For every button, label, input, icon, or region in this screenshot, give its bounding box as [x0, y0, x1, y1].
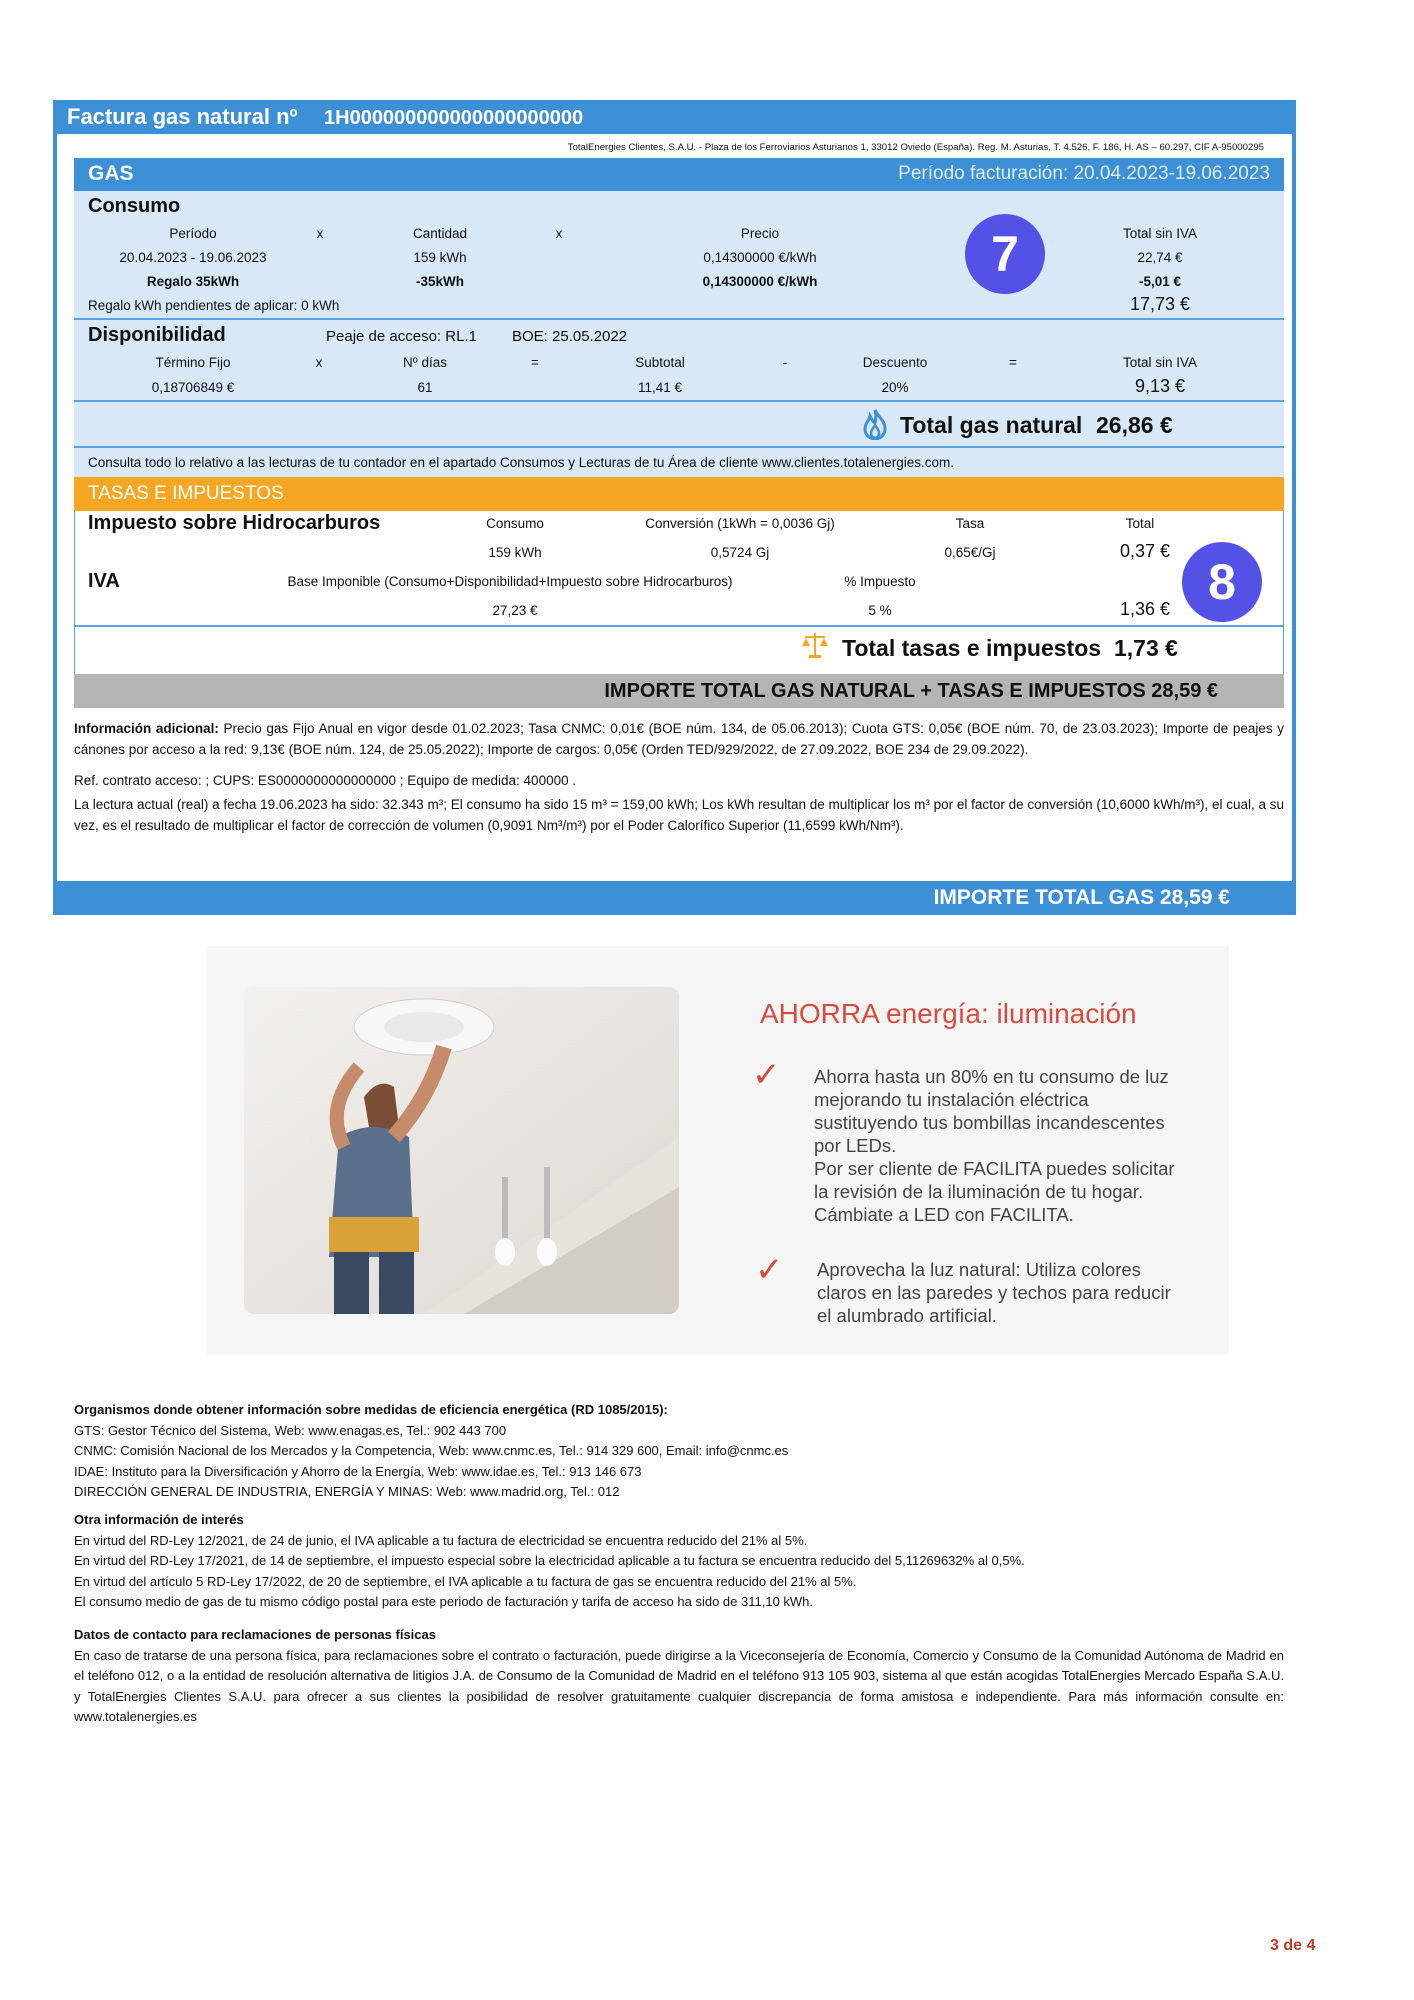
organismo-line: IDAE: Instituto para la Diversificación y Ahorro de la Energía, Web: www.idae.es, Tel.: 913 146 673: [74, 1463, 642, 1479]
importe-total-bar: [74, 674, 1284, 708]
consumo-row2-periodo: Regalo 35kWh: [146, 274, 240, 289]
hidro-total: 0,37 €: [1119, 541, 1170, 561]
tasas-body: [74, 511, 1284, 674]
hidro-col-consumo: Consumo: [486, 516, 544, 531]
promo-line: sustituyendo tus bombillas incandescentes: [814, 1112, 1165, 1133]
consumo-subtotal: 17,73 €: [1129, 294, 1191, 314]
iva-total: 1,36 €: [1119, 599, 1170, 619]
dias-value: 61: [417, 380, 433, 395]
termino-fijo-value: 0,18706849 €: [151, 380, 235, 395]
col-x2: x: [555, 226, 563, 241]
col-eq2: =: [1009, 355, 1017, 370]
iva-base: 27,23 €: [492, 603, 538, 618]
importe-total-line: IMPORTE TOTAL GAS NATURAL + TASAS E IMPUESTOS 28,59 €: [604, 680, 1218, 702]
otra-title: Otra información de interés: [74, 1512, 244, 1527]
peaje-acceso: Peaje de acceso: RL.1: [326, 328, 477, 345]
invoice-title-bar: [53, 100, 1296, 134]
col-descuento: Descuento: [862, 355, 928, 370]
organismos-title: Organismos donde obtener información sobre medidas de eficiencia energética (RD 1085/2015):: [74, 1402, 668, 1417]
contacto-title: Datos de contacto para reclamaciones de personas físicas: [74, 1627, 436, 1642]
consumo-row2-total: -5,01 €: [1138, 274, 1182, 289]
peaje-boe: BOE: 25.05.2022: [512, 328, 628, 345]
col-cantidad: Cantidad: [412, 226, 468, 241]
hidro-col-total: Total: [1125, 516, 1155, 531]
tasas-total-value: 1,73 €: [1114, 635, 1178, 661]
otra-line: El consumo medio de gas de tu mismo código postal para este periodo de facturación y tarifa de acceso ha sido de 311,10 kWh.: [74, 1594, 814, 1609]
iva-pct: 5 %: [868, 603, 892, 618]
promo-photo: [244, 987, 679, 1314]
hidro-title: Impuesto sobre Hidrocarburos: [88, 512, 381, 534]
badge-7: 7: [965, 214, 1045, 294]
promo-line: Aprovecha la luz natural: Utiliza colores: [817, 1259, 1141, 1280]
consumo-row1-cantidad: 159 kWh: [413, 250, 467, 265]
importe-total-gas-bar: [53, 881, 1296, 915]
organismo-line: CNMC: Comisión Nacional de los Mercados y la Competencia, Web: www.cnmc.es, Tel.: 914 329 600, Email: info@cnmc.es: [74, 1443, 789, 1458]
promo-item-1: [814, 1065, 1204, 1226]
disponibilidad-total: 9,13 €: [1134, 376, 1186, 396]
total-gas-value: 26,86 €: [1096, 412, 1173, 438]
otra-line: En virtud del artículo 5 RD-Ley 17/2022, de 20 de septiembre, el IVA aplicable a tu factura de gas se encuentra reducido del 21% al 5%.: [74, 1573, 857, 1589]
promo-item-2: [817, 1258, 1207, 1327]
col-minus: -: [782, 355, 788, 370]
check-icon: ✓: [755, 1251, 784, 1289]
promo-title: AHORRA energía: iluminación: [760, 998, 1137, 1029]
consumo-row2-cantidad: -35kWh: [415, 274, 464, 289]
tasas-title: TASAS E IMPUESTOS: [88, 483, 284, 504]
otra-line: En virtud del RD-Ley 17/2021, de 14 de septiembre, el impuesto especial sobre la electricidad aplicable a tu factura se encuentra reducido del 5,11269632% al 0,5%.: [74, 1553, 1025, 1568]
badge-8: 8: [1182, 542, 1262, 622]
col-subtotal: Subtotal: [635, 355, 685, 370]
promo-line: el alumbrado artificial.: [817, 1305, 997, 1326]
col-termino-fijo: Término Fijo: [155, 355, 231, 370]
promo-line: Cámbiate a LED con FACILITA.: [814, 1204, 1074, 1225]
organismo-line: DIRECCIÓN GENERAL DE INDUSTRIA, ENERGÍA Y MINAS: Web: www.madrid.org, Tel.: 012: [74, 1484, 620, 1499]
consumo-row1-precio: 0,14300000 €/kWh: [703, 250, 817, 265]
col-eq1: =: [531, 355, 539, 370]
billing-period: Período facturación: 20.04.2023-19.06.2023: [898, 163, 1270, 184]
hidro-tasa: 0,65€/Gj: [944, 545, 996, 560]
tasas-header: [74, 477, 1284, 511]
hidro-col-conversion: Conversión (1kWh = 0,0036 Gj): [645, 516, 835, 531]
iva-base-label: Base Imponible (Consumo+Disponibilidad+Impuesto sobre Hidrocarburos): [287, 574, 733, 589]
divider: [74, 625, 1284, 627]
info-text: Precio gas Fijo Anual en vigor desde 01.02.2023; Tasa CNMC: 0,01€ (BOE núm. 134, de 05.06.2013); Cuota GTS: 0,05€ (BOE núm. 70, de 23.03.2023); Importe de peajes y cánones por acceso a la red: 9,13€ (BOE núm. 124, de 25.05.2022); Importe de cargos: 0,05€ (Orden TED/929/2022, de 27.09.2022, BOE 234 de 29.09.2022).: [74, 721, 1284, 757]
promo-line: mejorando tu instalación eléctrica: [814, 1089, 1089, 1110]
invoice-number: 1H000000000000000000000: [324, 107, 584, 129]
promo-line: la revisión de la iluminación de tu hogar.: [814, 1181, 1144, 1202]
consulta-note: Consulta todo lo relativo a las lecturas de tu contador en el apartado Consumos y Lecturas de tu Área de cliente www.clientes.totalenergies.com.: [88, 455, 954, 470]
frame-right-border: [1292, 134, 1296, 881]
col-x1: x: [316, 226, 324, 241]
promo-line: claros en las paredes y techos para reducir: [817, 1282, 1171, 1303]
gas-label: GAS: [88, 162, 134, 185]
flame-icon: [860, 408, 890, 440]
regalo-pendiente: Regalo kWh pendientes de aplicar: 0 kWh: [88, 298, 340, 313]
organismos-section: [74, 1400, 1284, 1503]
lectura-info: La lectura actual (real) a fecha 19.06.2023 ha sido: 32.343 m³; El consumo ha sido 15 m³ = 159,00 kWh; Los kWh resultan de multiplicar los m³ por el factor de conversión (10,6000 kWh/m³), el cual, a su vez, es el resultado de multiplicar el factor de corrección de volumen (0,9091 Nm³/m³) por el Poder Calorífico Superior (11,6599 kWh/Nm³).: [74, 797, 1284, 833]
gas-header: [74, 158, 1284, 191]
col-total-sin-iva-disp: Total sin IVA: [1122, 355, 1198, 370]
promo-line: Ahorra hasta un 80% en tu consumo de luz: [814, 1066, 1169, 1087]
consumo-title: Consumo: [88, 195, 181, 217]
frame-left-border: [53, 134, 57, 881]
col-dias: Nº días: [403, 355, 447, 370]
otra-info-section: [74, 1510, 1284, 1613]
hidro-consumo: 159 kWh: [488, 545, 542, 560]
col-precio: Precio: [740, 226, 780, 241]
ref-contrato: Ref. contrato acceso: ; CUPS: ES0000000000000000 ; Equipo de medida: 400000 .: [74, 773, 577, 788]
info-label: Información adicional:: [74, 721, 219, 736]
hidro-col-tasa: Tasa: [955, 516, 985, 531]
disponibilidad-title: Disponibilidad: [88, 324, 226, 346]
informacion-adicional: [74, 718, 1284, 760]
consumo-row1-periodo: 20.04.2023 - 19.06.2023: [119, 250, 267, 265]
col-x: x: [315, 355, 323, 370]
importe-total-gas: IMPORTE TOTAL GAS 28,59 €: [933, 886, 1230, 909]
hidro-conversion: 0,5724 Gj: [710, 545, 770, 560]
tasas-total-label: Total tasas e impuestos: [842, 635, 1102, 661]
page-number: 3 de 4: [1270, 1937, 1316, 1954]
contacto-text: En caso de tratarse de una persona física, para reclamaciones sobre el contrato o facturación, puede dirigirse a la Viceconsejería de Economía, Comercio y Consumo de la Comunidad Autónoma de Madrid en el teléfono 012, o a la entidad de resolución alternativa de litigios J.A. de Consumo de la Comunidad de Madrid en el teléfono 913 105 903, sistema al que están acogidas TotalEnergies Mercado España S.A.U. y TotalEnergies Clientes S.A.U. para ofrecer a sus clientes la posibilidad de resolver gratuitamente cualquier discrepancia de forma amistosa e independiente. Para más información consulte en: www.totalenergies.es: [74, 1647, 1284, 1724]
col-periodo: Período: [169, 226, 217, 241]
descuento-value: 20%: [881, 380, 909, 395]
promo-line: Por ser cliente de FACILITA puedes solicitar: [814, 1158, 1175, 1179]
otra-line: En virtud del RD-Ley 12/2021, de 24 de junio, el IVA aplicable a tu factura de electricidad se encuentra reducido del 21% al 5%.: [74, 1532, 808, 1548]
consumo-row1-total: 22,74 €: [1137, 250, 1183, 265]
contacto-section: [74, 1625, 1284, 1728]
scales-icon: [800, 630, 830, 660]
iva-pct-label: % Impuesto: [844, 574, 916, 589]
total-gas-label: Total gas natural: [900, 412, 1083, 438]
subtotal-value: 11,41 €: [637, 380, 683, 395]
promo-line: por LEDs.: [814, 1135, 897, 1156]
iva-title: IVA: [88, 570, 120, 592]
col-total-sin-iva: Total sin IVA: [1122, 226, 1198, 241]
company-line: TotalEnergies Clientes, S.A.U. - Plaza de los Ferroviarios Asturianos 1, 33012 Oviedo (España). Reg. M. Asturias, T. 4.526, F. 186, H. AS – 60.297, CIF A-95000295: [567, 142, 1264, 153]
check-icon: ✓: [752, 1056, 781, 1094]
consumo-row2-precio: 0,14300000 €/kWh: [702, 274, 818, 289]
invoice-title: Factura gas natural nº: [67, 104, 298, 129]
organismo-line: GTS: Gestor Técnico del Sistema, Web: www.enagas.es, Tel.: 902 443 700: [74, 1422, 507, 1438]
